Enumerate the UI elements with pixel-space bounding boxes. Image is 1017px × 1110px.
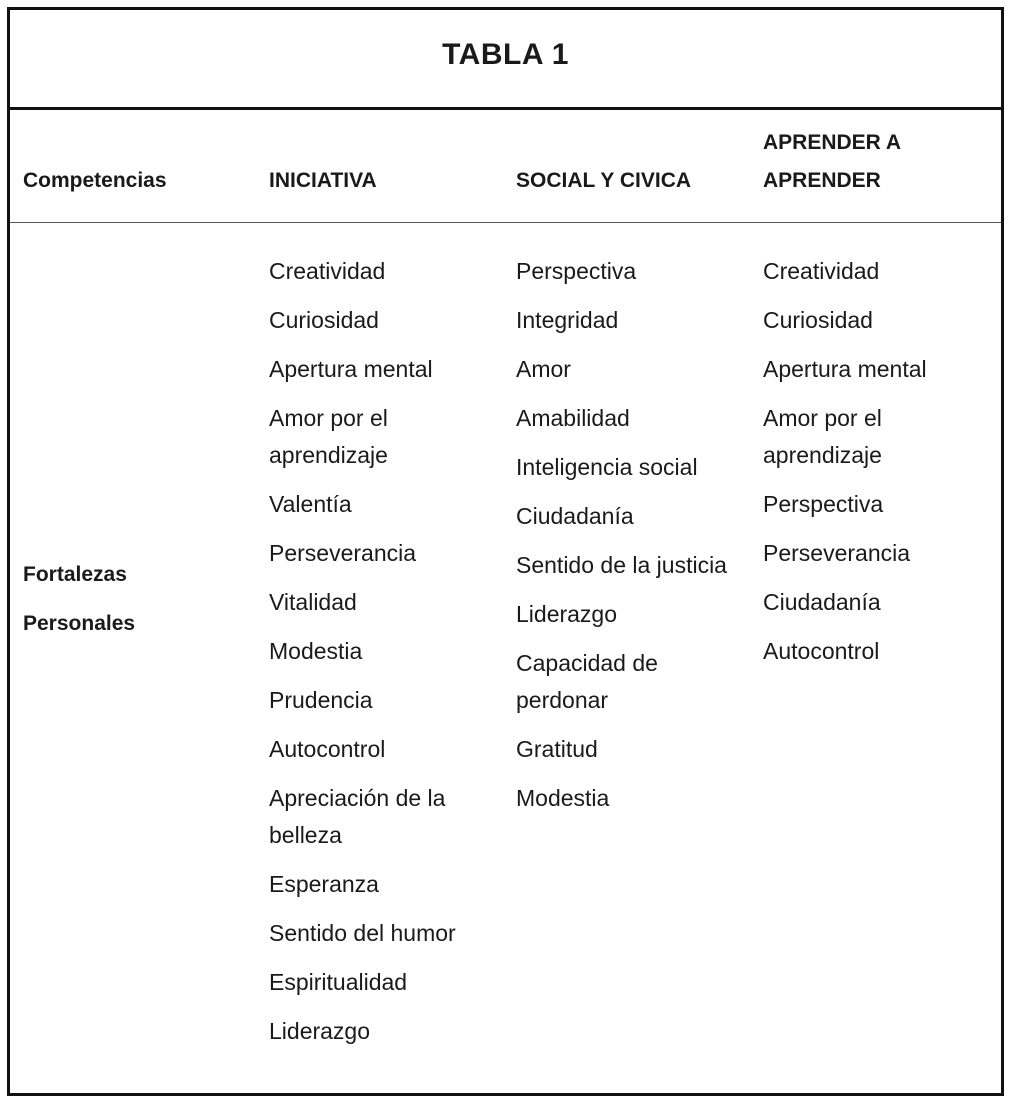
list-item: Perspectiva (763, 491, 884, 517)
list-item: Autocontrol (763, 638, 880, 664)
list-item: Creatividad (763, 258, 880, 284)
list-item: Valentía (269, 491, 352, 517)
list-item: Vitalidad (269, 589, 357, 615)
header-aprender-a-aprender: APRENDER A APRENDER (763, 131, 901, 192)
list-item: Apertura mental (763, 356, 927, 382)
list-item: Perseverancia (269, 540, 417, 566)
list-item: Amor (516, 356, 571, 382)
column-aprender-a-aprender (763, 253, 978, 682)
table-title: TABLA 1 (442, 38, 569, 71)
header-iniciativa: INICIATIVA (269, 169, 377, 192)
column-iniciativa (269, 253, 484, 1062)
list-item: Amabilidad (516, 405, 630, 431)
list-item: Apreciación de la belleza (269, 785, 446, 848)
list-item: Sentido del humor (269, 920, 456, 946)
column-social-civica (516, 253, 751, 829)
list-item: Amor por el aprendizaje (269, 405, 388, 468)
list-item: Ciudadanía (763, 589, 881, 615)
list-item: Curiosidad (269, 307, 379, 333)
header-row (10, 110, 1001, 223)
list-item: Sentido de la justicia (516, 552, 727, 578)
list-item: Integridad (516, 307, 619, 333)
list-item: Gratitud (516, 736, 598, 762)
body-row (10, 223, 1001, 1093)
list-item: Espiritualidad (269, 969, 408, 995)
list-item: Creatividad (269, 258, 386, 284)
list-item: Inteligencia social (516, 454, 698, 480)
list-item: Prudencia (269, 687, 373, 713)
list-item: Liderazgo (269, 1018, 371, 1044)
row-label-line1: Fortalezas (23, 563, 127, 586)
list-item: Modestia (269, 638, 363, 664)
table-frame (7, 7, 1004, 1096)
list-item: Curiosidad (763, 307, 873, 333)
header-competencias: Competencias (23, 169, 167, 192)
list-item: Amor por el aprendizaje (763, 405, 882, 468)
list-item: Perseverancia (763, 540, 911, 566)
title-row (10, 10, 1001, 110)
row-label-line2: Personales (23, 612, 136, 635)
list-item: Liderazgo (516, 601, 618, 627)
row-label-fortalezas-personales (23, 550, 135, 648)
list-item: Perspectiva (516, 258, 637, 284)
list-item: Capacidad de perdonar (516, 650, 658, 713)
list-item: Autocontrol (269, 736, 386, 762)
list-item: Apertura mental (269, 356, 433, 382)
list-item: Esperanza (269, 871, 379, 897)
list-item: Modestia (516, 785, 610, 811)
list-item: Ciudadanía (516, 503, 634, 529)
header-social-civica: SOCIAL Y CIVICA (516, 169, 692, 192)
